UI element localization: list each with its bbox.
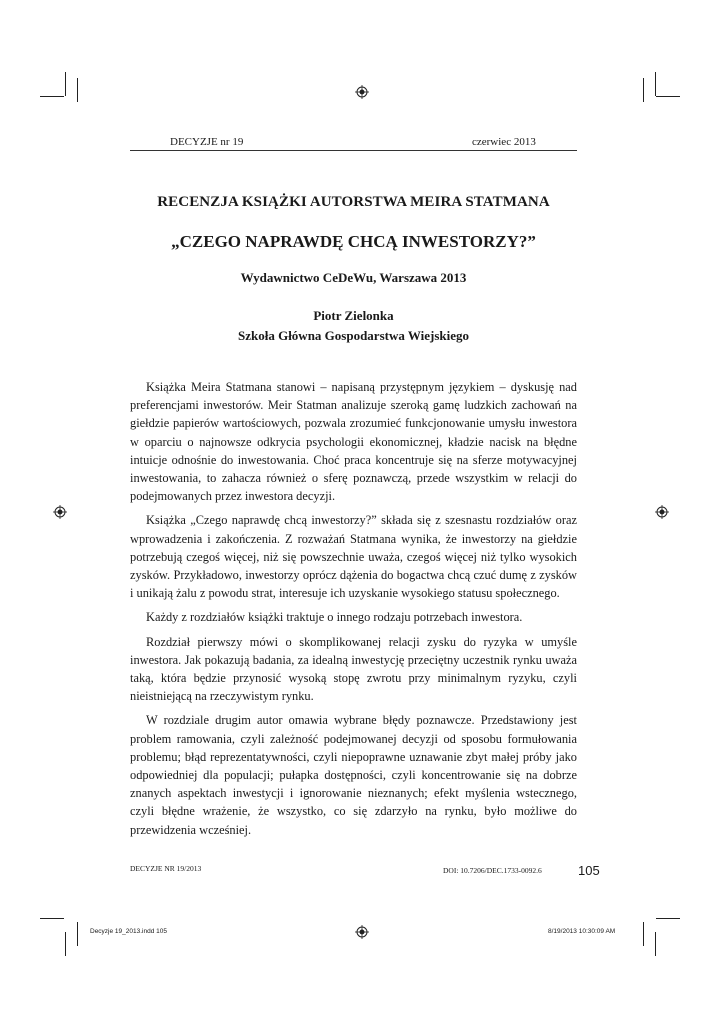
crop-mark [655, 72, 656, 96]
crop-mark [643, 78, 644, 102]
crop-mark [65, 932, 66, 956]
slug-filename: Decyzje 19_2013.indd 105 [90, 928, 167, 935]
crop-mark [65, 72, 66, 96]
crop-mark [655, 932, 656, 956]
crop-mark [40, 96, 64, 97]
paragraph: W rozdziale drugim autor omawia wybrane błędy poznawcze. Przedstawiony jest problem ramowania, czyli zależność podejmowanej decyzji od sposobu formułowania problemu; błąd reprezentatywności, czyli niepoprawne uznawanie zbyt małej próby jako odpowiedniej dla populacji; pułapka dostępności, czyli koncentrowanie się na dobrze znanych aspektach inwestycji i ignorowanie nieznanych; efekt myślenia wstecznego, czyli błędne wrażenie, że wszystko, co się zdarzyło na rynku, było możliwe do przewidzenia wcześniej. [130, 713, 577, 837]
crop-mark [656, 918, 680, 919]
registration-mark-icon [355, 925, 369, 939]
author-name: Piotr Zielonka [313, 308, 394, 323]
running-header-date: czerwiec 2013 [472, 136, 536, 148]
book-title: „CZEGO NAPRAWDĘ CHCĄ INWESTORZY?” [171, 232, 536, 251]
crop-mark [77, 922, 78, 946]
crop-mark [40, 918, 64, 919]
footer-journal: DECYZJE NR 19/2013 [130, 864, 202, 873]
paragraph: Książka „Czego naprawdę chcą inwestorzy?” składa się z szesnastu rozdziałów oraz wprowadzenia i zakończenia. Z rozważań Statmana wynika, że inwestorzy na giełdzie potrzebują czegoś więcej, niż się powszechnie uważa, czegoś więcej niż tylko wysokich zysków. Przykładowo, inwestorzy oprócz dążenia do bogactwa chcą czuć dumę z zysków i unikają żalu z powodu strat, interesuje ich uzyskanie wysokiego statusu społecznego. [130, 513, 577, 601]
registration-mark-icon [355, 85, 369, 99]
page-number: 105 [578, 863, 600, 878]
author-affiliation: Szkoła Główna Gospodarstwa Wiejskiego [237, 328, 470, 343]
paragraph: Książka Meira Statmana stanowi – napisaną przystępnym językiem – dyskusję nad preferencjami inwestorów. Meir Statman analizuje szeroką gamę ludzkich zachowań na giełdzie papierów wartościowych, pozwala zrozumieć funkcjonowanie umysłu inwestora w oparciu o najnowsze odkrycia psychologii ekonomicznej, kładzie nacisk na błędne intuicje odnośnie do inwestowania. Choć praca koncentruje się na sferze motywacyjnej inwestowania, to zahacza również o sferę poznawczą, przede wszystkim w relacji do podejmowanych przez inwestora decyzji. [130, 380, 577, 504]
running-header-journal: DECYZJE nr 19 [170, 136, 244, 148]
registration-mark-icon [53, 505, 67, 519]
article-body [130, 378, 577, 845]
footer-doi: DOI: 10.7206/DEC.1733-0092.6 [443, 866, 542, 875]
article-title: RECENZJA KSIĄŻKI AUTORSTWA MEIRA STATMANA [157, 194, 550, 210]
header-rule [130, 150, 577, 151]
crop-mark [77, 78, 78, 102]
registration-mark-icon [655, 505, 669, 519]
crop-mark [656, 96, 680, 97]
crop-mark [643, 922, 644, 946]
publisher-line: Wydawnictwo CeDeWu, Warszawa 2013 [240, 270, 467, 285]
paragraph: Rozdział pierwszy mówi o skomplikowanej relacji zysku do ryzyka w umyśle inwestora. Jak pokazują badania, za idealną inwestycję przeciętny uczestnik rynku uważa taką, która będzie przynosić wysoką stopę zwrotu przy minimalnym ryzyku, czyli nieistniejącą na rzeczywistym rynku. [130, 634, 577, 704]
paragraph: Każdy z rozdziałów książki traktuje o innego rodzaju potrzebach inwestora. [146, 610, 523, 625]
slug-timestamp: 8/19/2013 10:30:09 AM [548, 928, 616, 935]
